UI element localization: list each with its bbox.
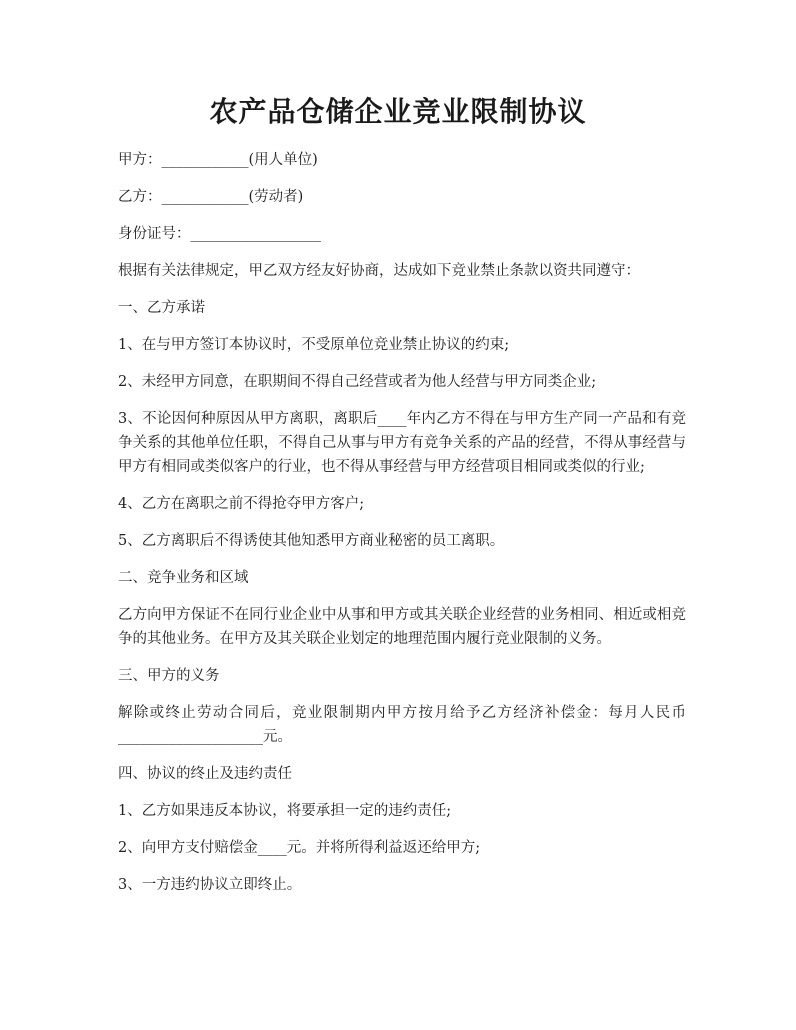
section-heading-4: 四、协议的终止及违约责任 (118, 766, 292, 782)
clause-1-3: 3、不论因何种原因从甲方离职，离职后____年内乙方不得在与甲方生产同一产品和有竞争关系的其他单位任职，不得自己从事与甲方有竞争关系的产品的经营，不得从事经营与甲方有相同或类似客户的行业，也不得从事经营与甲方经营项目相同或类似的行业; (118, 411, 686, 475)
section-heading-3: 三、甲方的义务 (118, 668, 220, 684)
clause-1-5: 5、乙方离职后不得诱使其他知悉甲方商业秘密的员工离职。 (118, 533, 505, 549)
party-a-line: 甲方：____________(用人单位) (118, 152, 318, 168)
clause-4-3: 3、一方违约协议立即终止。 (118, 877, 302, 893)
clause-1-4: 4、乙方在离职之前不得抢夺甲方客户; (118, 496, 365, 512)
document-body (118, 148, 686, 910)
id-number-line: 身份证号：__________________ (118, 226, 321, 242)
preamble: 根据有关法律规定，甲乙双方经友好协商，达成如下竞业禁止条款以资共同遵守： (118, 263, 640, 279)
party-b-line: 乙方：____________(劳动者) (118, 189, 304, 205)
clause-1-2: 2、未经甲方同意，在职期间不得自己经营或者为他人经营与甲方同类企业; (118, 374, 597, 390)
clause-3-body: 解除或终止劳动合同后，竞业限制期内甲方按月给予乙方经济补偿金：每月人民币____________________元。 (118, 705, 686, 745)
clause-1-1: 1、在与甲方签订本协议时，不受原单位竞业禁止协议的约束; (118, 337, 510, 353)
section-heading-2: 二、竞争业务和区域 (118, 570, 249, 586)
clause-2-body: 乙方向甲方保证不在同行业企业中从事和甲方或其关联企业经营的业务相同、相近或相竞争的其他业务。在甲方及其关联企业划定的地理范围内履行竞业限制的义务。 (118, 607, 686, 647)
clause-4-1: 1、乙方如果违反本协议，将要承担一定的违约责任; (118, 803, 452, 819)
section-heading-1: 一、乙方承诺 (118, 300, 205, 316)
clause-4-2: 2、向甲方支付赔偿金____元。并将所得利益返还给甲方; (118, 840, 481, 856)
document-title: 农产品仓储企业竞业限制协议 (209, 95, 587, 128)
